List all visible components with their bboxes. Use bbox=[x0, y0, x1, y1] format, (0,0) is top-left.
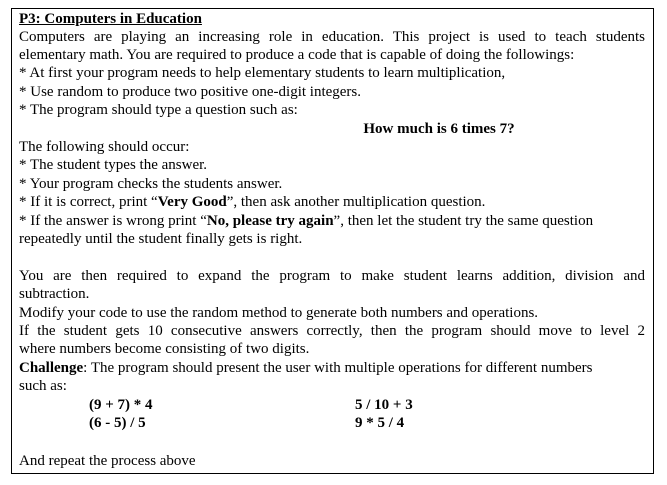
expand-line: subtraction. bbox=[19, 286, 90, 302]
intro-line: * The program should type a question such as: bbox=[19, 102, 298, 118]
following-header: The following should occur: bbox=[19, 139, 190, 155]
page-title: P3: Computers in Education bbox=[19, 11, 202, 27]
intro-line: * At first your program needs to help elementary students to learn multiplication, bbox=[19, 65, 506, 81]
step-item: * The student types the answer. bbox=[19, 157, 208, 173]
expression: (6 - 5) / 5 bbox=[89, 415, 146, 431]
expression: 5 / 10 + 3 bbox=[355, 397, 413, 413]
expand-line: where numbers become consisting of two digits. bbox=[19, 341, 310, 357]
expand-line: Modify your code to use the random method to generate both numbers and operations. bbox=[19, 305, 539, 321]
challenge-line: such as: bbox=[19, 378, 67, 394]
step-text: * If the answer is wrong print “ bbox=[19, 213, 207, 229]
expression: (9 + 7) * 4 bbox=[89, 397, 153, 413]
try-again-text: No, please try again bbox=[206, 213, 334, 229]
challenge-line bbox=[19, 359, 645, 377]
step-text: * If it is correct, print “ bbox=[19, 194, 158, 210]
step-item: * Your program checks the students answer. bbox=[19, 176, 283, 192]
sample-question: How much is 6 times 7? bbox=[363, 121, 515, 137]
closing-line: And repeat the process above bbox=[19, 453, 196, 469]
challenge-label: Challenge bbox=[19, 360, 84, 376]
very-good-text: Very Good bbox=[157, 194, 227, 210]
challenge-text: : The program should present the user with multiple operations for different numbers bbox=[83, 360, 593, 376]
intro-line: Computers are playing an increasing role in education. This project is used to teach students bbox=[19, 29, 645, 45]
intro-line: elementary math. You are required to produce a code that is capable of doing the followings: bbox=[19, 47, 575, 63]
expand-line: You are then required to expand the program to make student learns addition, division and bbox=[19, 268, 645, 284]
step-text: ”, then ask another multiplication question. bbox=[226, 194, 486, 210]
step-item bbox=[19, 212, 645, 230]
expand-line: If the student gets 10 consecutive answers correctly, then the program should move to level 2 bbox=[19, 323, 645, 339]
expression: 9 * 5 / 4 bbox=[355, 415, 405, 431]
step-item-continued: repeatedly until the student finally gets is right. bbox=[19, 231, 303, 247]
step-item bbox=[19, 193, 645, 211]
intro-line: * Use random to produce two positive one-digit integers. bbox=[19, 84, 362, 100]
step-text: ”, then let the student try the same question bbox=[333, 213, 594, 229]
